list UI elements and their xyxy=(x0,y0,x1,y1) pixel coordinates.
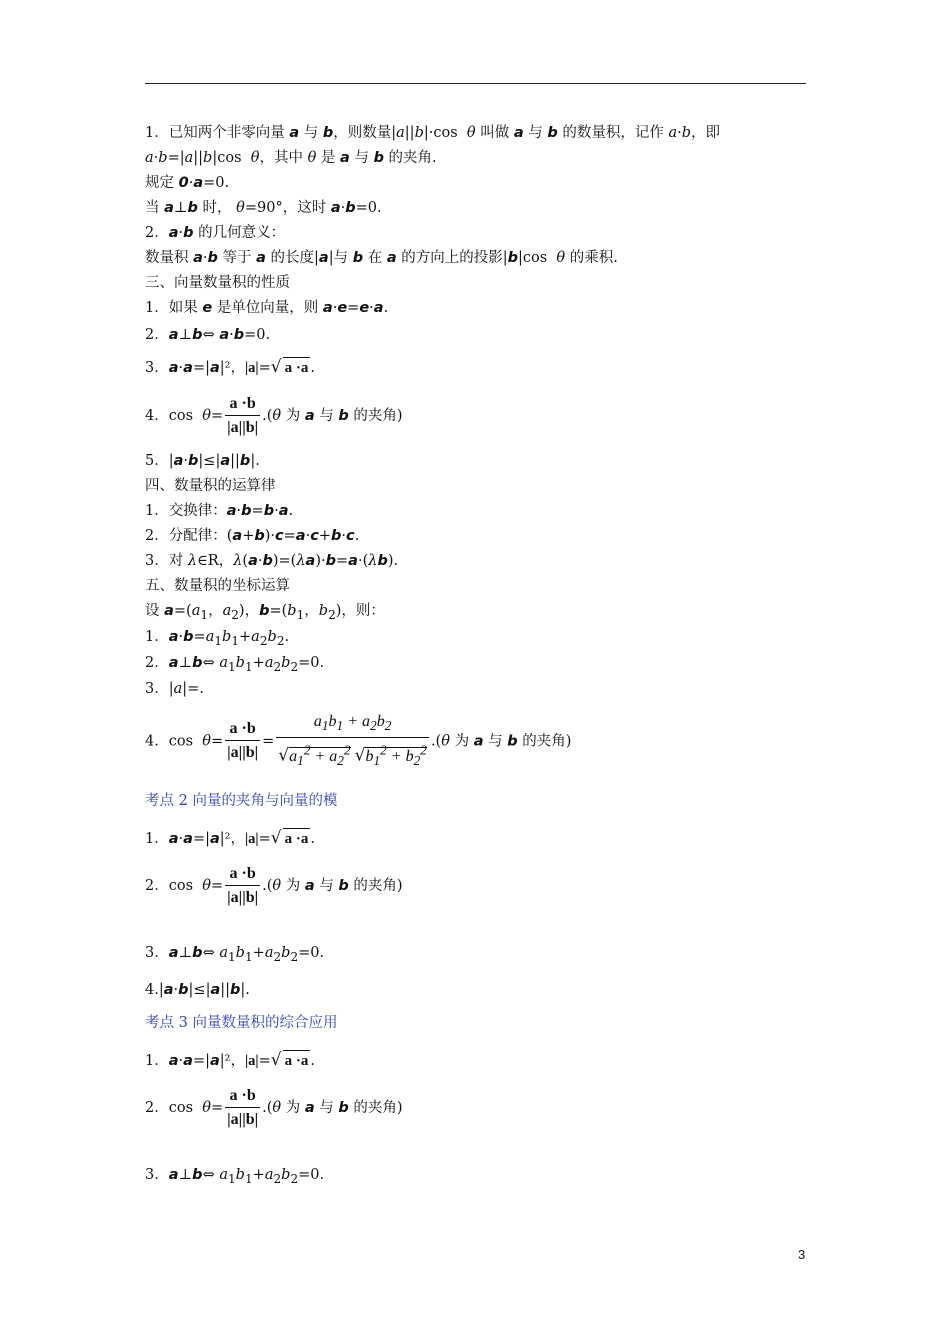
coordinate-setup: 设 $a=(a_1$，$a_2$)，$b=(b_1$，$b_2$)，则： xyxy=(145,603,385,622)
law-scalar: 3．对 λ∈R，λ(a·b)=(λa)·b=a·(λb). xyxy=(145,553,399,569)
law-distributive: 2．分配律：(a+b)·c=a·c+b·c. xyxy=(145,528,360,544)
definition-line-1: 1．已知两个非零向量 a 与 b，则数量|a||b|·cos θ 叫做 a 与 b 的数量积，记作 a·b，即 xyxy=(145,125,721,141)
s3-item-1: 1．a·a=|a|²，|a|=√ a ·a . xyxy=(145,1050,315,1070)
section-five-heading: 五、数量积的坐标运算 xyxy=(145,578,290,594)
property-4: 4．cos θ= $\frac{a \cdot b}{|a||b|}$ .(θ 为 a 与 b 的夹角) xyxy=(145,395,403,436)
s3-item-2: 2．cos θ= $\frac{a \cdot b}{|a||b|}$ .(θ 为 a 与 b 的夹角) xyxy=(145,1087,403,1128)
property-2: 2．a⊥b⇔ a·b=0. xyxy=(145,327,271,343)
property-5: 5．|a·b|≤|a||b|. xyxy=(145,453,260,469)
coordinate-1: 1．$a\cdot b=a_1b_1+a_2b_2$. xyxy=(145,629,290,648)
coordinate-3: 3．|a|=. xyxy=(145,681,204,697)
coordinate-4: 4．cos θ= $\frac{a \cdot b}{|a||b|}$ = $\frac{a_1b_1 + a_2b_2}{√a_1^2 + a_2^2 √b_1^2 + b_2^2}$ .(θ 为 a 与 b 的夹角) xyxy=(145,712,571,771)
section-3-heading: 考点 3 向量数量积的综合应用 xyxy=(145,1015,338,1031)
zero-rule-line: 规定 0·a=0. xyxy=(145,175,230,191)
definition-line-2: a·b=|a||b|cos θ，其中 θ 是 a 与 b 的夹角. xyxy=(145,150,437,166)
s2-item-2: 2．cos θ= $\frac{a \cdot b}{|a||b|}$ .(θ 为 a 与 b 的夹角) xyxy=(145,865,403,906)
s2-item-4: 4.|a·b|≤|a||b|. xyxy=(145,982,250,998)
geometric-meaning-title: 2．a·b 的几何意义： xyxy=(145,225,286,241)
cosine-fraction: $\frac{a \cdot b}{|a||b|}$ xyxy=(227,395,259,436)
section-three-heading: 三、向量数量积的性质 xyxy=(145,275,290,291)
property-3: 3．a·a=|a|²，|a|=√ a ·a . xyxy=(145,357,315,377)
cosine-fraction: $\frac{a \cdot b}{|a||b|}$ xyxy=(227,865,259,906)
perpendicular-note-line: 当 a⊥b 时， θ=90°，这时 a·b=0. xyxy=(145,200,382,216)
page-number: 3 xyxy=(798,1247,806,1262)
s2-item-1: 1．a·a=|a|²，|a|=√ a ·a . xyxy=(145,828,315,848)
section-2-heading: 考点 2 向量的夹角与向量的模 xyxy=(145,793,338,809)
s2-item-3: 3．a⊥b⇔ $a_1b_1+a_2b_2=0$. xyxy=(145,945,325,964)
property-1: 1．如果 e 是单位向量，则 a·e=e·a. xyxy=(145,300,389,316)
cosine-fraction: $\frac{a \cdot b}{|a||b|}$ xyxy=(227,720,259,762)
coordinate-cosine-fraction: $\frac{a_1b_1 + a_2b_2}{√a_1^2 + a_2^2 √b_1^2 + b_2^2}$ xyxy=(276,712,429,771)
cosine-fraction: $\frac{a \cdot b}{|a||b|}$ xyxy=(227,1087,259,1128)
coordinate-2: 2．a⊥b⇔ $a_1b_1+a_2b_2=0$. xyxy=(145,655,325,674)
law-commutative: 1．交换律：a·b=b·a. xyxy=(145,503,294,519)
section-four-heading: 四、数量积的运算律 xyxy=(145,478,276,494)
geometric-meaning-line: 数量积 a·b 等于 a 的长度|a|与 b 在 a 的方向上的投影|b|cos θ 的乘积. xyxy=(145,250,618,266)
s3-item-3: 3．a⊥b⇔ $a_1b_1+a_2b_2=0$. xyxy=(145,1167,325,1186)
header-rule xyxy=(145,83,806,84)
